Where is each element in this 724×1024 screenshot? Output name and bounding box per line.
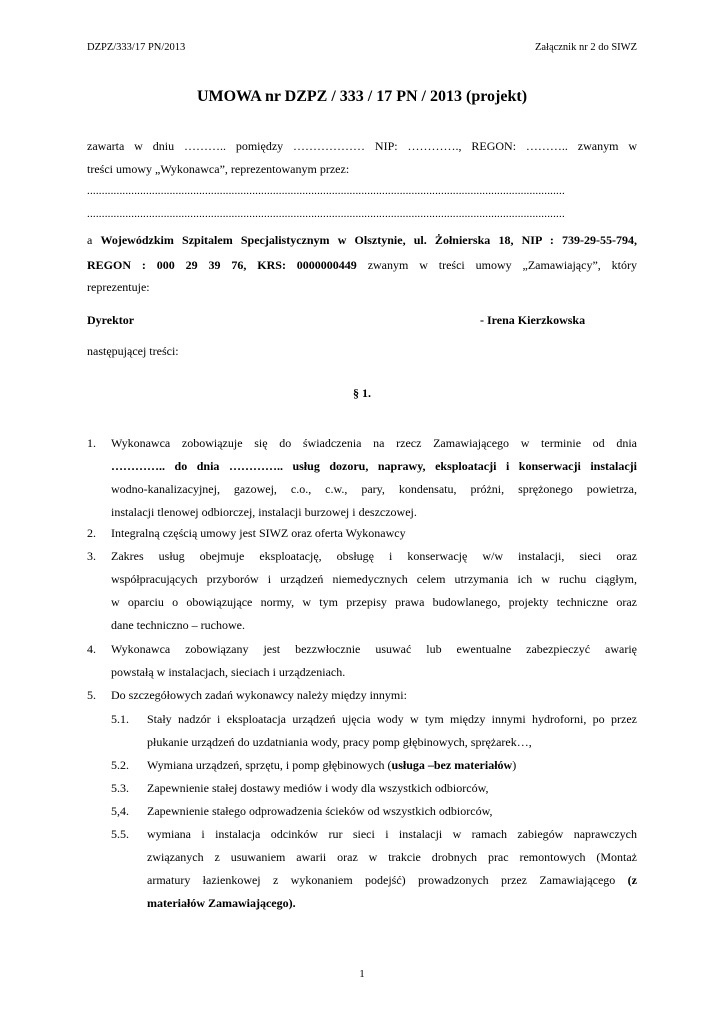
list-item-line: w oparciu o obowiązujące normy, w tym przepisy prawa budowlanego, projekty techniczne oraz bbox=[111, 595, 637, 609]
list-item-line: Integralną częścią umowy jest SIWZ oraz oferta Wykonawcy bbox=[111, 526, 406, 540]
sub-list-item-line bbox=[147, 754, 637, 777]
dotted-line-1: .................................................................................................................................................................. bbox=[87, 185, 565, 197]
sub-list-item-line: materiałów Zamawiającego). bbox=[147, 896, 296, 910]
sub-list-item-text: armatury łazienkowej z wykonaniem podejść) prowadzonych przez Zamawiającego bbox=[147, 873, 616, 887]
sub-list-item-end: ) bbox=[512, 758, 517, 772]
list-item-number: 4. bbox=[87, 642, 96, 656]
party-a-prefix: a bbox=[87, 233, 101, 247]
list-item-line: Zakres usług obejmuje eksploatację, obsługę i konserwację w/w instalacji, sieci oraz bbox=[111, 549, 637, 563]
sub-list-item-bold: (z bbox=[627, 873, 637, 887]
sub-list-item-number: 5,4. bbox=[111, 804, 129, 818]
sub-list-item-text: Wymiana urządzeń, sprzętu, i pomp głębinowych ( bbox=[147, 758, 392, 772]
list-item-line: Wykonawca zobowiązany jest bezzwłocznie usuwać lub ewentualne zabezpieczyć awarię bbox=[111, 642, 637, 656]
sub-list-item-line bbox=[147, 869, 637, 892]
sub-list-item-line: płukanie urządzeń do uzdatniania wody, pracy pomp głębinowych, sprężarek…, bbox=[147, 735, 532, 749]
header-attachment: Załącznik nr 2 do SIWZ bbox=[534, 42, 637, 53]
sub-list-item-number: 5.3. bbox=[111, 781, 129, 795]
party-a-line-2 bbox=[87, 254, 637, 277]
party-a-line-1 bbox=[87, 229, 637, 252]
sub-list-item-line: Zapewnienie stałej dostawy mediów i wody dla wszystkich odbiorców, bbox=[147, 781, 489, 795]
list-item-number: 1. bbox=[87, 436, 96, 450]
sub-list-item-line: Stały nadzór i eksploatacja urządzeń ujęcia wody w tym między innymi hydroforni, po przez bbox=[147, 712, 637, 726]
hospital-address: , ul. Żołnierska 18, NIP : 739-29-55-794, bbox=[402, 233, 637, 247]
sub-list-item-line: Zapewnienie stałego odprowadzenia ścieków od wszystkich odbiorców, bbox=[147, 804, 493, 818]
section-heading: § 1. bbox=[353, 386, 371, 400]
list-item-line: dane techniczno – ruchowe. bbox=[111, 618, 245, 632]
list-item-number: 3. bbox=[87, 549, 96, 563]
sub-list-item-number: 5.2. bbox=[111, 758, 129, 772]
sub-list-item-bold: usługa –bez materiałów bbox=[391, 758, 513, 772]
document-title: UMOWA nr DZPZ / 333 / 17 PN / 2013 (projekt) bbox=[196, 88, 528, 105]
list-item-line: instalacji tlenowej odbiorczej, instalacji burzowej i deszczowej. bbox=[111, 505, 417, 519]
hospital-regon-krs: REGON : 000 29 39 76, KRS: 0000000449 bbox=[87, 258, 357, 272]
sub-list-item-line: związanych z usuwaniem awarii oraz w trakcie drobnych prac remontowych (Montaż bbox=[147, 850, 637, 864]
party-a-line-2-rest: zwanym w treści umowy „Zamawiający”, który bbox=[356, 258, 637, 272]
list-item-number: 5. bbox=[87, 688, 96, 702]
page-number: 1 bbox=[359, 968, 365, 980]
sub-list-item-number: 5.1. bbox=[111, 712, 129, 726]
signatory-role: Dyrektor bbox=[87, 313, 135, 327]
signatory-name: - Irena Kierzkowska bbox=[480, 313, 586, 327]
sub-list-item-number: 5.5. bbox=[111, 827, 129, 841]
list-item-line bbox=[111, 455, 637, 478]
list-item-line: wodno-kanalizacyjnej, gazowej, c.o., c.w., pary, kondensatu, próżni, sprężonego powietrza, bbox=[111, 482, 637, 496]
sub-list-item-line: wymiana i instalacja odcinków rur sieci i instalacji w ramach zabiegów naprawczych bbox=[147, 827, 637, 841]
list-item-line: współpracujących przyborów i urządzeń niemedycznych celem utrzymania ich w ruchu ciągłym, bbox=[111, 572, 637, 586]
intro-line-1: zawarta w dniu ……….. pomiędzy ……………… NIP: …………., REGON: ……….. zwanym w bbox=[87, 139, 637, 153]
hospital-name: Wojewódzkim Szpitalem Specjalistycznym w Olsztynie bbox=[100, 233, 403, 247]
dotted-line-2: .................................................................................................................................................................. bbox=[87, 208, 565, 220]
header-doc-ref: DZPZ/333/17 PN/2013 bbox=[87, 42, 186, 53]
list-item-line: Wykonawca zobowiązuje się do świadczenia na rzecz Zamawiającego w terminie od dnia bbox=[111, 436, 637, 450]
intro-line-2: treści umowy „Wykonawca”, reprezentowanym przez: bbox=[87, 162, 350, 176]
list-item-number: 2. bbox=[87, 526, 96, 540]
list-item-line-text: ………….. do dnia ………….. usług dozoru, naprawy, eksploatacji i konserwacji instalacji bbox=[111, 459, 637, 473]
party-a-line-3: reprezentuje: bbox=[87, 280, 150, 294]
list-item-line: Do szczegółowych zadań wykonawcy należy między innymi: bbox=[111, 688, 407, 702]
following-text: następującej treści: bbox=[87, 344, 179, 358]
list-item-line: powstałą w instalacjach, sieciach i urządzeniach. bbox=[111, 665, 346, 679]
